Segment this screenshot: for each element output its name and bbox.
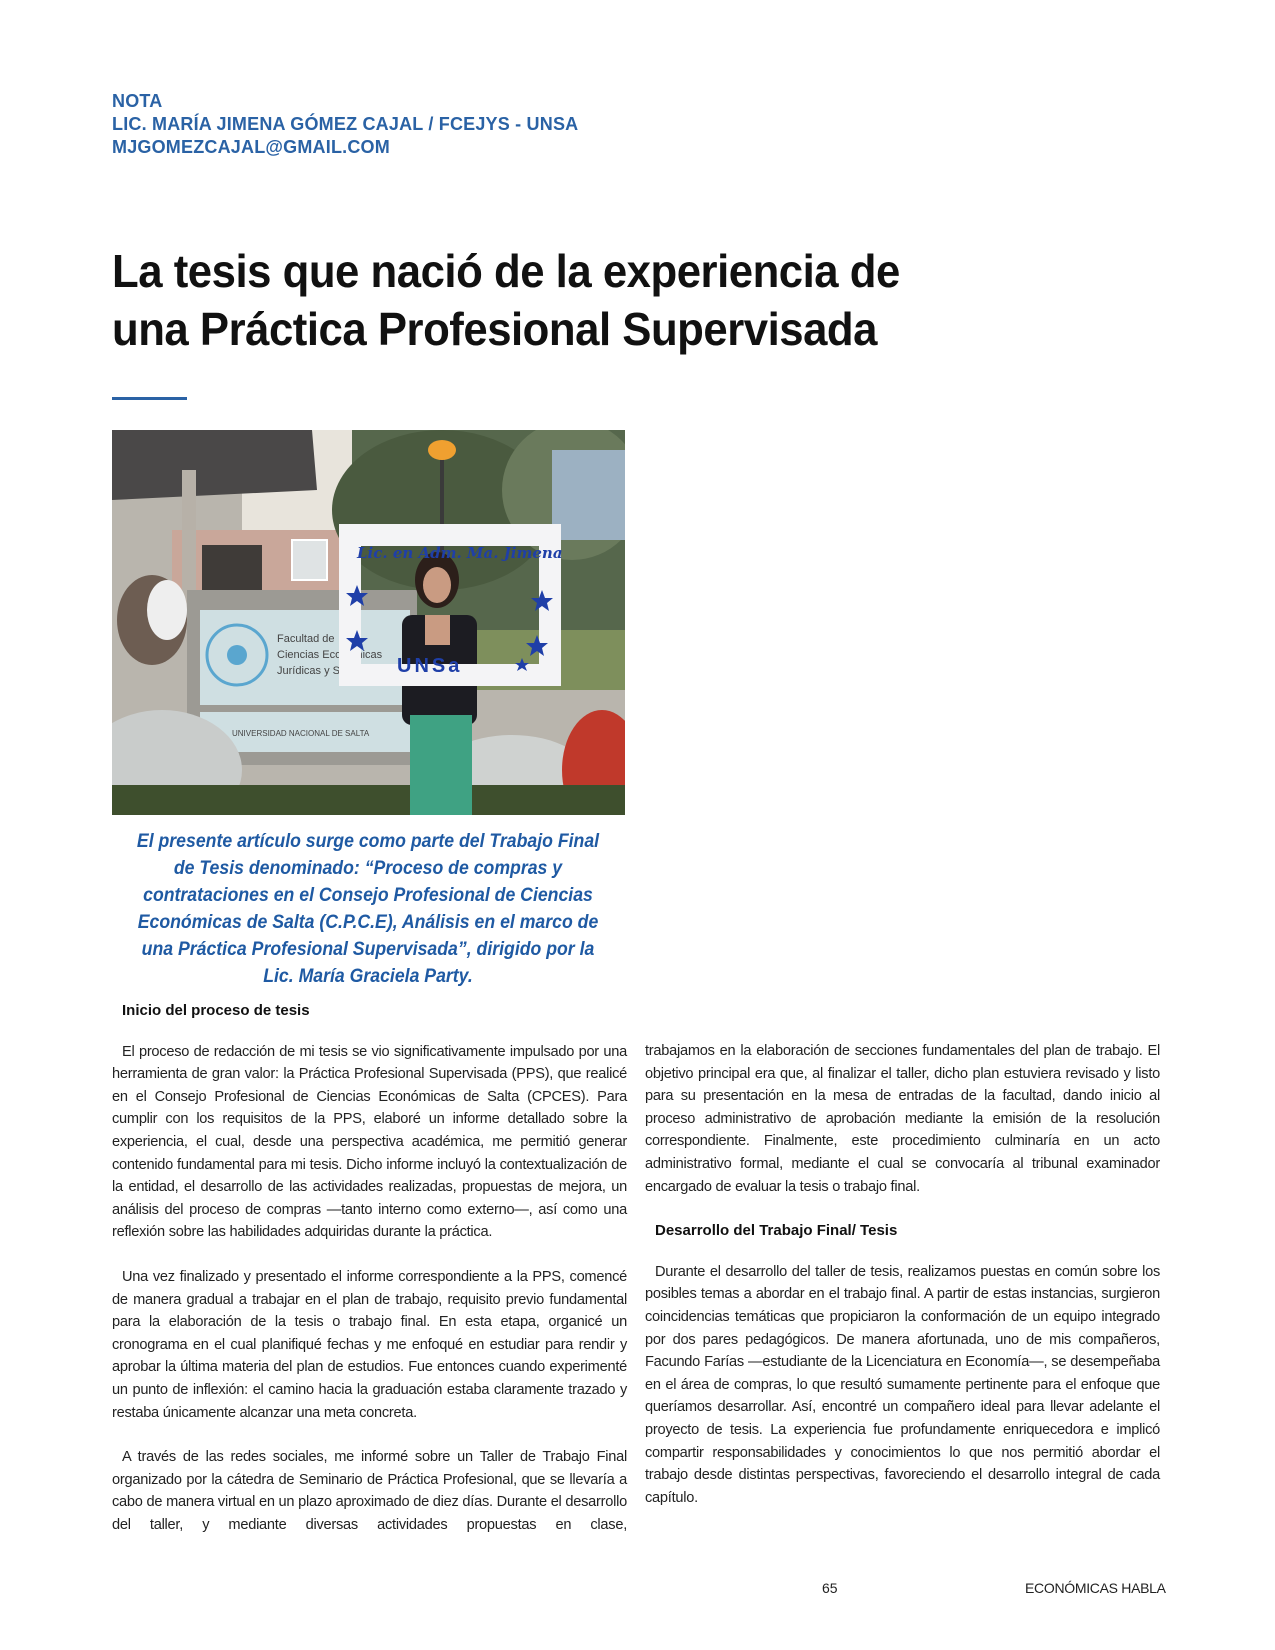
magazine-name: ECONÓMICAS HABLA — [1025, 1580, 1166, 1596]
page-number: 65 — [822, 1580, 838, 1596]
title-line-2: una Práctica Profesional Supervisada — [112, 303, 877, 355]
photo-caption: El presente artículo surge como parte del Trabajo Final de Tesis denominado: “Proceso de compras y contrataciones en el Consejo Profesional de Ciencias Económicas de Salta (C.P.C.E), Análisis en el marco de una Práctica Profesional Supervisada”, dirigido por la Lic. María Graciela Party. — [136, 831, 600, 987]
svg-text:Lic. en Adm. Ma. Jimena: Lic. en Adm. Ma. Jimena — [357, 544, 563, 562]
section-heading-desarrollo: Desarrollo del Trabajo Final/ Tesis — [655, 1222, 898, 1240]
graduation-photo-illustration — [112, 430, 625, 815]
section-heading-inicio: Inicio del proceso de tesis — [122, 1002, 310, 1019]
paragraph: Durante el desarrollo del taller de tesis, realizamos puestas en común sobre los posibles temas a abordar en el trabajo final. A partir de estas instancias, surgieron coincidencias temáticas que propiciaron la conformación de un equipo integrado por dos pares pedagógicos. De manera afortunada, uno de mis compañeros, Facundo Farías —estudiante de la Licenciatura en Economía—, se desempeñaba en el área de compras, lo que resultó sumamente pertinente para el enfoque que queríamos desarrollar. Así, encontré un compañero ideal para llevar adelante el proyecto de tesis. La experiencia fue profundamente enriquecedora e implicó compartir responsabilidades y conocimientos lo que nos permitió abordar el trabajo desde distintas perspectivas, favoreciendo el desarrollo integral de cada capítulo. — [645, 1263, 1160, 1506]
svg-text:Jurídicas y Sociales: Jurídicas y Sociales — [277, 665, 375, 677]
author-line: LIC. MARÍA JIMENA GÓMEZ CAJAL / FCEJYS - UNSA — [112, 114, 579, 134]
svg-text:Ciencias Económicas: Ciencias Económicas — [277, 649, 383, 661]
paragraph-continuation: trabajamos en la elaboración de secciones fundamentales del plan de trabajo. El objetivo principal era que, al finalizar el taller, dicho plan estuviera revisado y listo para su presentación en la mesa de entradas de la facultad, dando inicio al proceso administrativo de aprobación mediante la emisión de la resolución correspondiente. Finalmente, este procedimiento culminaría en un acto administrativo formal, mediante el cual se convocaría al tribunal examinador encargado de evaluar la tesis o trabajo final. — [645, 1043, 1160, 1195]
title-accent-rule — [112, 397, 187, 400]
article-title — [112, 242, 1062, 358]
article-photo — [112, 430, 625, 815]
section-label: NOTA — [112, 91, 163, 111]
paragraph: El proceso de redacción de mi tesis se vio significativamente impulsado por una herramienta de gran valor: la Práctica Profesional Supervisada (PPS), que realicé en el Consejo Profesional de Ciencias Económicas de Salta (CPCES). Para cumplir con los requisitos de la PPS, elaboré un informe detallado sobre la experiencia, el cual, desde una perspectiva académica, me permitió generar contenido fundamental para mi tesis. Dicho informe incluyó la contextualización de la entidad, el desarrollo de las actividades realizadas, propuestas de mejora, un análisis del proceso de compras —tanto interno como externo—, así como una reflexión sobre las habilidades adquiridas durante la práctica. — [112, 1043, 627, 1241]
column-right — [645, 1040, 1160, 1531]
svg-text:Facultad de: Facultad de — [277, 633, 335, 645]
paragraph: A través de las redes sociales, me informé sobre un Taller de Trabajo Final organizado por la cátedra de Seminario de Práctica Profesional, que se llevaría a cabo de manera virtual en un plazo aproximado de diez días. Durante el desarrollo del taller, y mediante diversas actividades propuestas en clase, — [112, 1449, 627, 1533]
title-line-1: La tesis que nació de la experiencia de — [112, 245, 900, 297]
article-meta — [112, 90, 578, 159]
column-left — [112, 1000, 627, 1558]
svg-text:UNIVERSIDAD NACIONAL DE SALTA: UNIVERSIDAD NACIONAL DE SALTA — [232, 729, 370, 738]
svg-text:UNSa: UNSa — [397, 655, 463, 677]
paragraph: Una vez finalizado y presentado el informe correspondiente a la PPS, comencé de manera gradual a trabajar en el plan de trabajo, requisito previo fundamental para la elaboración de la tesis o trabajo final. En esta etapa, organicé un cronograma en el cual planifiqué fechas y me enfoqué en estudiar para rendir y aprobar la última materia del plan de estudios. Fue entonces cuando experimenté un punto de inflexión: el camino hacia la graduación estaba claramente trazado y restaba únicamente alcanzar una meta concreta. — [112, 1268, 627, 1421]
author-email: MJGOMEZCAJAL@GMAIL.COM — [112, 137, 390, 157]
